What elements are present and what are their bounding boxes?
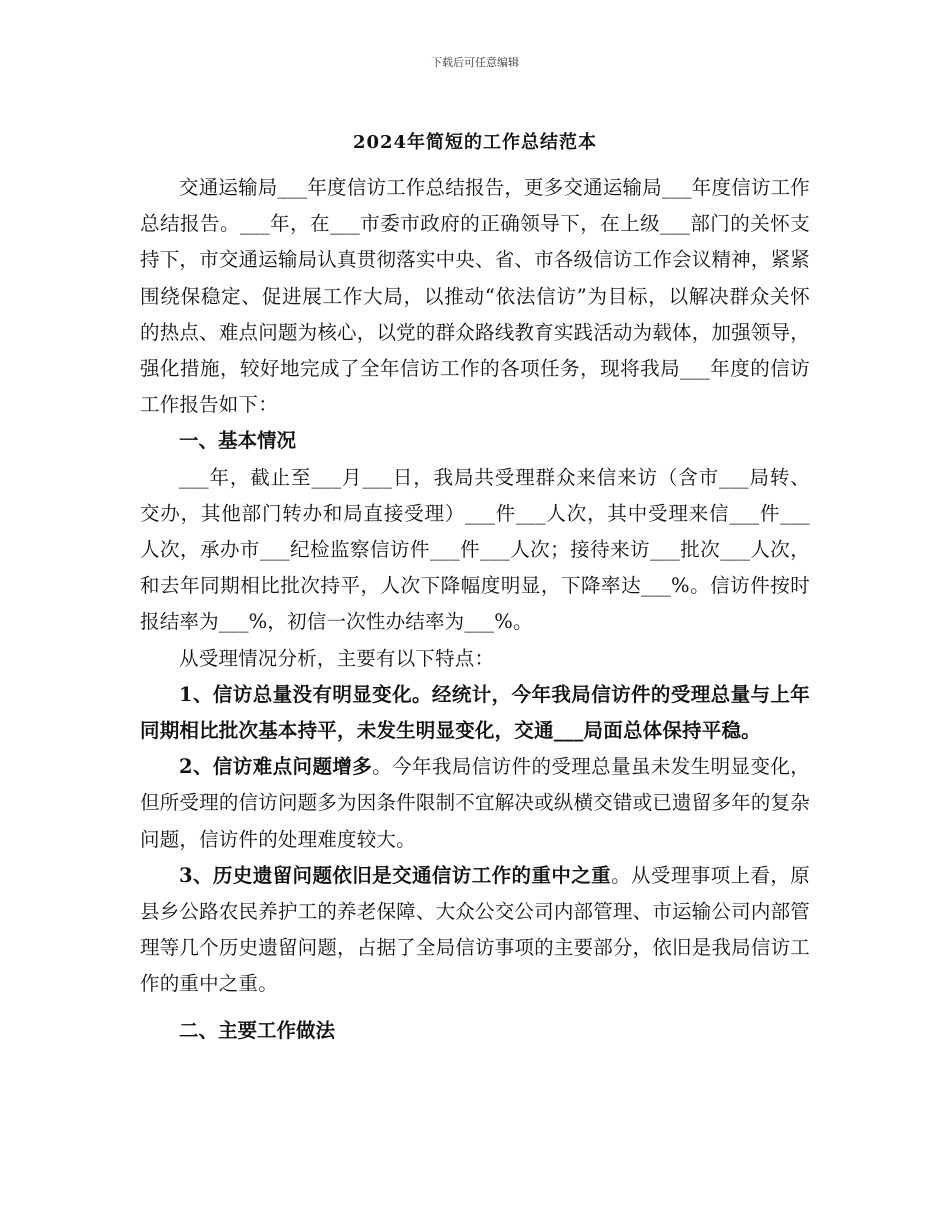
spacer: [140, 1003, 810, 1013]
feature-point-2-text: 。今年我局信访件的受理总量虽未发生明显变化，但所受理的信访问题多为因条件限制不宜解决或纵横交错或已遗留多年的复杂问题，信访件的处理难度较大。: [140, 755, 810, 851]
feature-point-3-text: 。从受理事项上看，原县乡公路农民养护工的养老保障、大众公交公司内部管理、市运输公司内部管理等几个历史遗留问题，占据了全局信访事项的主要部分，依旧是我局信访工作的重中之重。: [140, 863, 810, 996]
document-body: [140, 170, 810, 1049]
features-intro-paragraph: 从受理情况分析，主要有以下特点：: [179, 646, 495, 670]
feature-point-1: 1、信访总量没有明显变化。经统计，今年我局信访件的受理总量与上年同期相比批次基本持平，未发生明显变化，交通___局面总体保持平稳。: [140, 682, 810, 743]
header-note: 下载后可任意编辑: [431, 56, 519, 69]
feature-point-2: [140, 749, 810, 858]
intro-paragraph: 交通运输局___年度信访工作总结报告，更多交通运输局___年度信访工作总结报告。___年，在___市委市政府的正确领导下，在上级___部门的关怀支持下，市交通运输局认真贯彻落实中央、省、市各级信访工作会议精神，紧紧围绕保稳定、促进展工作大局，以推动“依法信访”为目标，以解决群众关怀的热点、难点问题为核心，以党的群众路线教育实践活动为载体，加强领导，强化措施，较好地完成了全年信访工作的各项任务，现将我局___年度的信访工作报告如下：: [140, 176, 811, 417]
feature-point-2-lead: 2、信访难点问题增多: [179, 755, 373, 779]
basic-situation-paragraph: ___年，截止至___月___日，我局共受理群众来信来访（含市___局转、交办，其他部门转办和局直接受理）___件___人次，其中受理来信___件___人次，承办市___纪检监察信访件___件___人次；接待来访___批次___人次，和去年同期相比批次持平，人次下降幅度明显，下降率达___%。信访件按时报结率为___%，初信一次性办结率为___%。: [140, 465, 810, 634]
document-title: 2024年简短的工作总结范本: [352, 132, 598, 153]
feature-point-3: [140, 858, 810, 1003]
section-heading-methods: 二、主要工作做法: [179, 1018, 336, 1042]
section-heading-basic: 一、基本情况: [179, 429, 297, 453]
feature-point-3-lead: 3、历史遗留问题依旧是交通信访工作的重中之重: [179, 863, 612, 887]
